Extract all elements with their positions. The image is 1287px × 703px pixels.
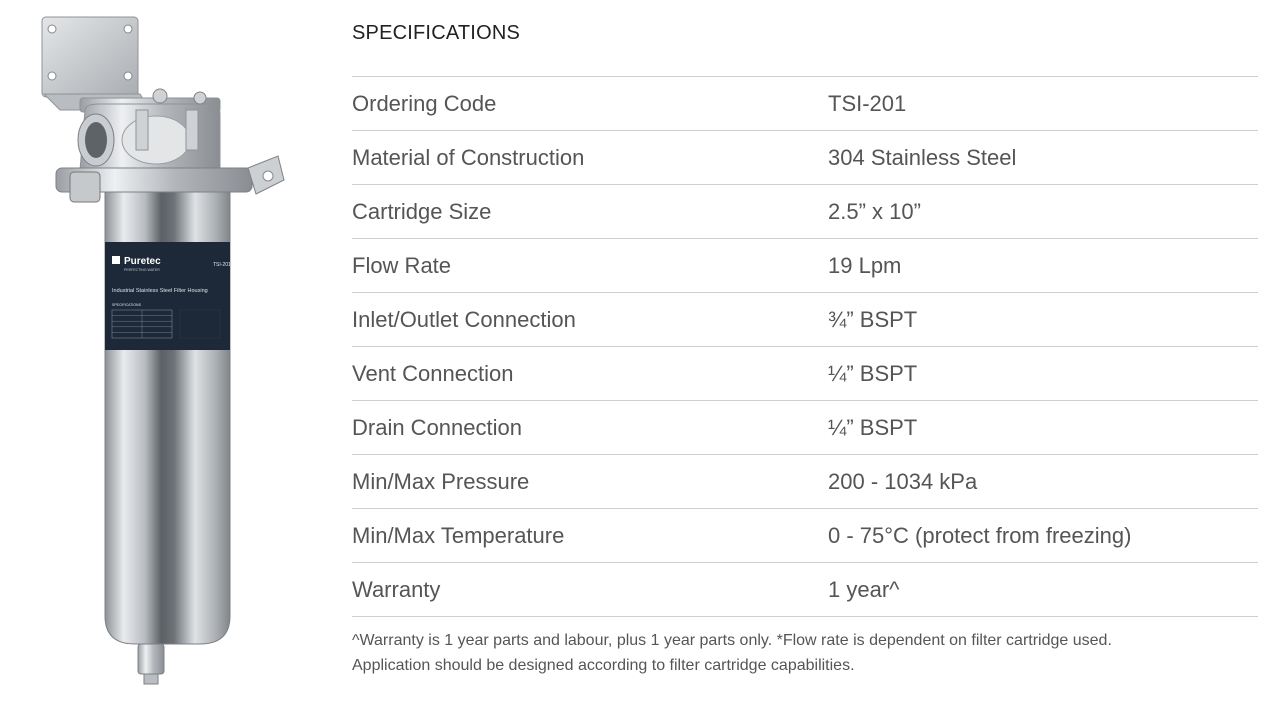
spec-label: Warranty <box>352 576 441 602</box>
label-title: Industrial Stainless Steel Filter Housing <box>112 288 208 294</box>
spec-value: ¾” BSPT <box>828 306 918 332</box>
spec-row <box>352 347 1258 401</box>
spec-row <box>352 563 1258 617</box>
spec-label: Cartridge Size <box>352 198 492 224</box>
spec-row <box>352 509 1258 563</box>
section-heading: SPECIFICATIONS <box>352 22 521 44</box>
spec-label: Drain Connection <box>352 414 522 440</box>
spec-row <box>352 131 1258 185</box>
spec-value: 2.5” x 10” <box>828 198 921 224</box>
filter-housing-illustration <box>30 10 300 690</box>
spec-row <box>352 239 1258 293</box>
spec-value: ¼” BSPT <box>828 360 918 386</box>
drain-fitting <box>138 644 164 674</box>
spec-value: TSI-201 <box>828 90 907 116</box>
spec-value: ¼” BSPT <box>828 414 918 440</box>
label-model: TSI-201 <box>213 262 231 268</box>
spec-label: Min/Max Pressure <box>352 468 530 494</box>
spec-row <box>352 185 1258 239</box>
product-image <box>30 10 300 690</box>
spec-row <box>352 455 1258 509</box>
footnote <box>352 628 1258 678</box>
spec-value: 200 - 1034 kPa <box>828 468 978 494</box>
spec-value: 19 Lpm <box>828 252 902 278</box>
spec-row <box>352 77 1258 131</box>
spec-row <box>352 401 1258 455</box>
label-tagline: PERFECTING WATER <box>124 268 160 272</box>
specifications-section <box>352 0 1258 678</box>
spec-value: 304 Stainless Steel <box>828 144 1017 170</box>
spec-label: Material of Construction <box>352 144 585 170</box>
label-section: SPECIFICATIONS <box>112 303 141 307</box>
footnote-line: Application should be designed according to filter cartridge capabilities. <box>352 657 855 674</box>
footnote-line: ^Warranty is 1 year parts and labour, plus 1 year parts only. *Flow rate is dependent on filter cartridge used. <box>352 632 1112 649</box>
spec-label: Vent Connection <box>352 360 514 386</box>
spec-label: Ordering Code <box>352 90 497 116</box>
spec-row <box>352 293 1258 347</box>
specifications-table <box>352 76 1258 617</box>
spec-label: Min/Max Temperature <box>352 522 565 548</box>
spec-value: 0 - 75°C (protect from freezing) <box>828 522 1132 548</box>
spec-label: Inlet/Outlet Connection <box>352 306 576 332</box>
label-brand: Puretec <box>124 256 161 267</box>
spec-label: Flow Rate <box>352 252 452 278</box>
spec-value: 1 year^ <box>828 576 900 602</box>
